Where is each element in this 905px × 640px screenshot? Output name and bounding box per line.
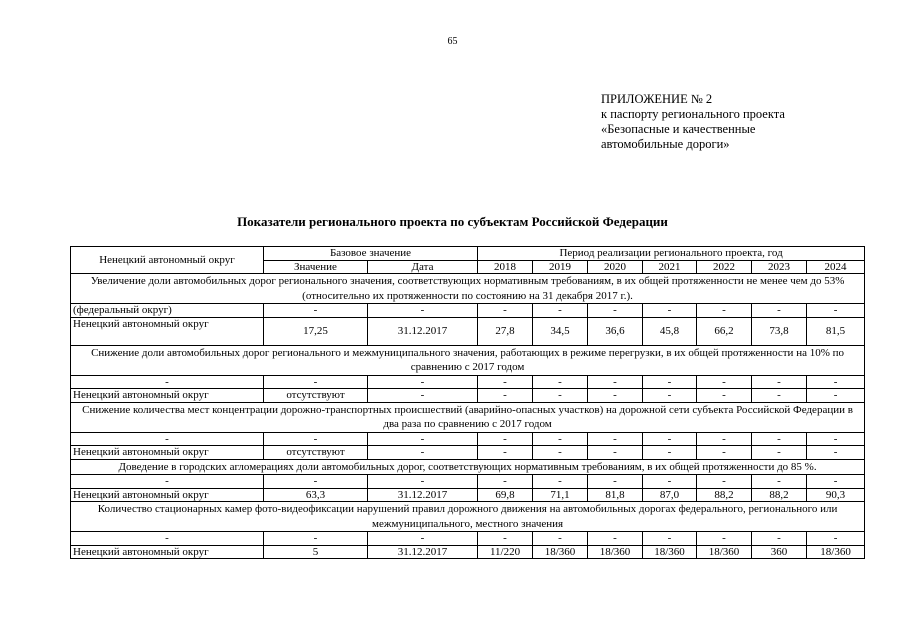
data-row: [71, 488, 865, 502]
year-value-cell: -: [697, 304, 752, 318]
base-value-cell: -: [264, 375, 368, 389]
base-value-cell: 63,3: [264, 488, 368, 502]
year-value-cell: -: [533, 475, 588, 489]
year-value-cell: -: [588, 446, 643, 460]
year-value-cell: -: [752, 446, 807, 460]
year-value-cell: 87,0: [643, 488, 697, 502]
year-value-cell: -: [478, 375, 533, 389]
year-value-cell: 71,1: [533, 488, 588, 502]
year-value-cell: 18/360: [588, 545, 643, 559]
year-value-cell: -: [588, 532, 643, 546]
appendix-block: [601, 92, 785, 152]
year-value-cell: -: [752, 375, 807, 389]
section-title-cell: Снижение количества мест концентрации дорожно-транспортных происшествий (аварийно-опасных участков) на дорожной сети субъекта Российской Федерации в два раза по сравнению с 2017 годом: [71, 402, 865, 432]
base-date-cell: 31.12.2017: [368, 317, 478, 345]
year-value-cell: -: [807, 389, 865, 403]
data-row: [71, 389, 865, 403]
year-value-cell: -: [807, 446, 865, 460]
year-value-cell: -: [752, 304, 807, 318]
year-value-cell: 81,8: [588, 488, 643, 502]
year-value-cell: 11/220: [478, 545, 533, 559]
page-number: 65: [447, 36, 458, 47]
year-value-cell: 27,8: [478, 317, 533, 345]
base-date-cell: -: [368, 432, 478, 446]
year-value-cell: 73,8: [752, 317, 807, 345]
year-value-cell: -: [807, 304, 865, 318]
data-row: [71, 432, 865, 446]
base-date-cell: -: [368, 375, 478, 389]
year-value-cell: -: [533, 532, 588, 546]
subject-name-cell: Ненецкий автономный округ: [71, 389, 264, 403]
year-value-cell: -: [478, 304, 533, 318]
data-row: [71, 545, 865, 559]
year-value-cell: 360: [752, 545, 807, 559]
year-value-cell: -: [643, 532, 697, 546]
year-value-cell: -: [643, 475, 697, 489]
base-date-cell: -: [368, 389, 478, 403]
year-value-cell: -: [478, 446, 533, 460]
year-value-cell: -: [533, 304, 588, 318]
header-year-cell: 2024: [807, 260, 865, 274]
appendix-line-4: автомобильные дороги»: [601, 137, 730, 151]
year-value-cell: 69,8: [478, 488, 533, 502]
year-value-cell: 88,2: [752, 488, 807, 502]
year-value-cell: -: [752, 532, 807, 546]
year-value-cell: -: [643, 304, 697, 318]
year-value-cell: 88,2: [697, 488, 752, 502]
header-year-cell: 2022: [697, 260, 752, 274]
year-value-cell: -: [588, 375, 643, 389]
data-row: [71, 532, 865, 546]
year-value-cell: 45,8: [643, 317, 697, 345]
subject-name-cell: Ненецкий автономный округ: [71, 545, 264, 559]
year-value-cell: -: [588, 475, 643, 489]
year-value-cell: -: [807, 432, 865, 446]
section-title-cell: Снижение доли автомобильных дорог регионального и межмуниципального значения, работающих в режиме перегрузки, в их общей протяженности на 10% по сравнению с 2017 годом: [71, 345, 865, 375]
year-value-cell: -: [478, 389, 533, 403]
appendix-line-2: к паспорту регионального проекта: [601, 107, 785, 121]
year-value-cell: -: [697, 532, 752, 546]
header-subject-cell: Ненецкий автономный округ: [71, 247, 264, 274]
year-value-cell: 66,2: [697, 317, 752, 345]
year-value-cell: 81,5: [807, 317, 865, 345]
header-year-cell: 2020: [588, 260, 643, 274]
year-value-cell: -: [588, 304, 643, 318]
year-value-cell: -: [697, 375, 752, 389]
year-value-cell: -: [752, 432, 807, 446]
year-value-cell: -: [643, 446, 697, 460]
header-year-cell: 2023: [752, 260, 807, 274]
appendix-line-1: ПРИЛОЖЕНИЕ № 2: [601, 92, 713, 106]
base-date-cell: -: [368, 304, 478, 318]
header-row-1: [71, 247, 865, 261]
year-value-cell: -: [807, 475, 865, 489]
indicators-table-body: [71, 247, 865, 559]
year-value-cell: -: [533, 389, 588, 403]
header-base-group-cell: Базовое значение: [264, 247, 478, 261]
year-value-cell: -: [643, 432, 697, 446]
base-date-cell: -: [368, 446, 478, 460]
data-row: [71, 375, 865, 389]
subject-name-cell: -: [71, 432, 264, 446]
base-value-cell: -: [264, 304, 368, 318]
base-date-cell: 31.12.2017: [368, 545, 478, 559]
year-value-cell: -: [697, 432, 752, 446]
base-value-cell: -: [264, 475, 368, 489]
year-value-cell: -: [588, 389, 643, 403]
subject-name-cell: -: [71, 375, 264, 389]
header-date-cell: Дата: [368, 260, 478, 274]
year-value-cell: 18/360: [643, 545, 697, 559]
year-value-cell: 34,5: [533, 317, 588, 345]
section-row: [71, 345, 865, 375]
data-row: [71, 446, 865, 460]
header-year-cell: 2021: [643, 260, 697, 274]
subject-name-cell: (федеральный округ): [71, 304, 264, 318]
subject-name-cell: -: [71, 532, 264, 546]
base-value-cell: 17,25: [264, 317, 368, 345]
year-value-cell: -: [478, 532, 533, 546]
year-value-cell: -: [752, 389, 807, 403]
base-date-cell: -: [368, 475, 478, 489]
year-value-cell: -: [478, 475, 533, 489]
section-row: [71, 402, 865, 432]
header-year-cell: 2018: [478, 260, 533, 274]
header-year-cell: 2019: [533, 260, 588, 274]
year-value-cell: 18/360: [533, 545, 588, 559]
indicators-table: [70, 246, 865, 559]
base-date-cell: 31.12.2017: [368, 488, 478, 502]
year-value-cell: 36,6: [588, 317, 643, 345]
appendix-line-3: «Безопасные и качественные: [601, 122, 756, 136]
year-value-cell: 18/360: [807, 545, 865, 559]
section-row: [71, 274, 865, 304]
header-value-cell: Значение: [264, 260, 368, 274]
section-row: [71, 459, 865, 475]
section-row: [71, 502, 865, 532]
data-row: [71, 317, 865, 345]
year-value-cell: -: [807, 532, 865, 546]
year-value-cell: -: [478, 432, 533, 446]
header-period-group-cell: Период реализации регионального проекта, год: [478, 247, 865, 261]
year-value-cell: -: [588, 432, 643, 446]
data-row: [71, 304, 865, 318]
year-value-cell: -: [697, 446, 752, 460]
subject-name-cell: Ненецкий автономный округ: [71, 488, 264, 502]
base-value-cell: отсутствуют: [264, 446, 368, 460]
document-title: Показатели регионального проекта по субъектам Российской Федерации: [237, 214, 668, 229]
section-title-cell: Количество стационарных камер фото-видеофиксации нарушений правил дорожного движения на автомобильных дорогах федерального, регионального или межмуниципального, местного значения: [71, 502, 865, 532]
year-value-cell: -: [697, 475, 752, 489]
subject-name-cell: -: [71, 475, 264, 489]
base-value-cell: 5: [264, 545, 368, 559]
year-value-cell: -: [643, 389, 697, 403]
year-value-cell: -: [752, 475, 807, 489]
section-title-cell: Увеличение доли автомобильных дорог регионального значения, соответствующих нормативным требованиям, в их общей протяженности не менее чем до 53% (относительно их протяженности по состоянию на 31 декабря 2017 г.).: [71, 274, 865, 304]
year-value-cell: 90,3: [807, 488, 865, 502]
section-title-cell: Доведение в городских агломерациях доли автомобильных дорог, соответствующих нормативным требованиям, в их общей протяженности до 85 %.: [71, 459, 865, 475]
year-value-cell: -: [533, 432, 588, 446]
year-value-cell: 18/360: [697, 545, 752, 559]
base-value-cell: -: [264, 432, 368, 446]
data-row: [71, 475, 865, 489]
subject-name-cell: Ненецкий автономный округ: [71, 317, 264, 345]
year-value-cell: -: [533, 446, 588, 460]
year-value-cell: -: [533, 375, 588, 389]
base-date-cell: -: [368, 532, 478, 546]
subject-name-cell: Ненецкий автономный округ: [71, 446, 264, 460]
year-value-cell: -: [807, 375, 865, 389]
base-value-cell: -: [264, 532, 368, 546]
year-value-cell: -: [643, 375, 697, 389]
base-value-cell: отсутствуют: [264, 389, 368, 403]
year-value-cell: -: [697, 389, 752, 403]
